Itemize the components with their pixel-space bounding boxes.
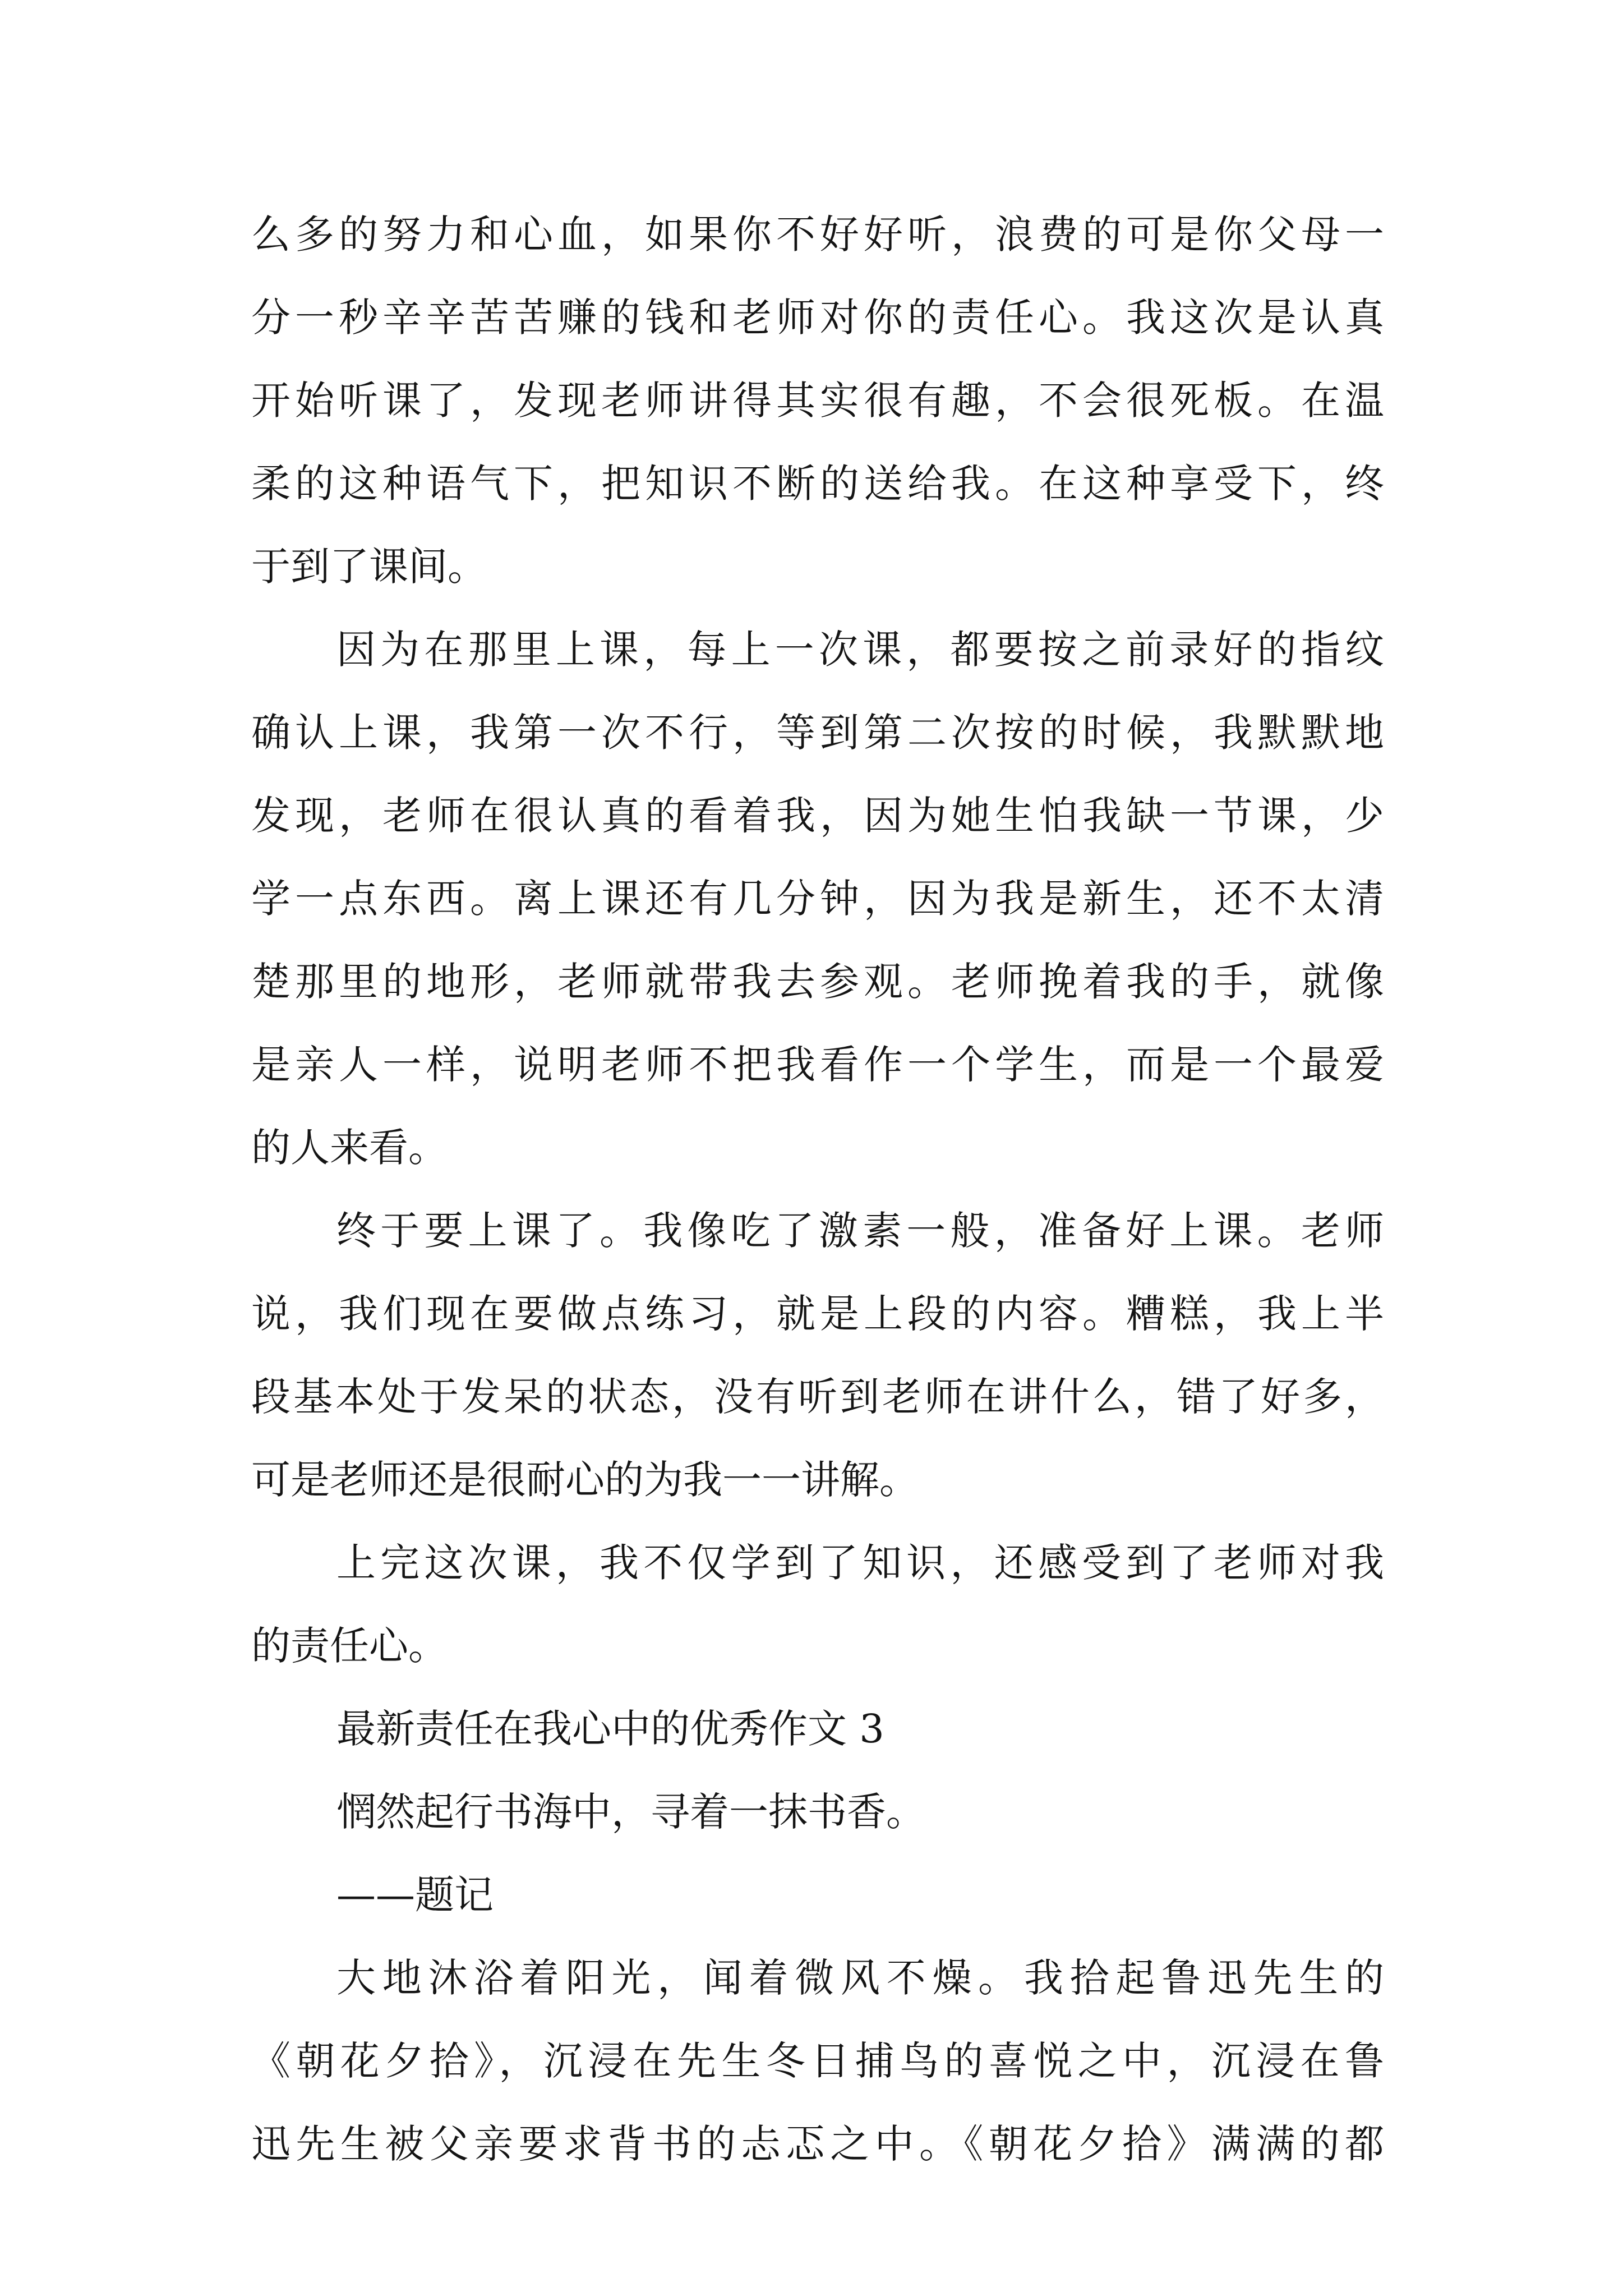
text-line: 段基本处于发呆的状态，没有听到老师在讲什么，错了好多， bbox=[251, 1374, 1384, 1420]
text-line: 发现，老师在很认真的看着我，因为她生怕我缺一节课，少 bbox=[251, 793, 1384, 839]
text-line: 《朝花夕拾》，沉浸在先生冬日捕鸟的喜悦之中，沉浸在鲁 bbox=[251, 2038, 1384, 2084]
text-line: 可是老师还是很耐心的为我一一讲解。 bbox=[251, 1457, 919, 1503]
paragraph-start-line: 终于要上课了。我像吃了激素一般，准备好上课。老师 bbox=[336, 1208, 1384, 1254]
text-line: 分一秒辛辛苦苦赚的钱和老师对你的责任心。我这次是认真 bbox=[251, 295, 1384, 341]
text-line: 的责任心。 bbox=[251, 1623, 448, 1669]
text-line: 么多的努力和心血，如果你不好好听，浪费的可是你父母一 bbox=[251, 211, 1384, 257]
essay-title: 最新责任在我心中的优秀作文 3 bbox=[336, 1706, 884, 1752]
text-line: 的人来看。 bbox=[251, 1125, 448, 1171]
text-line: 是亲人一样，说明老师不把我看作一个学生，而是一个最爱 bbox=[251, 1042, 1384, 1088]
paragraph-start-line: 上完这次课，我不仅学到了知识，还感受到了老师对我 bbox=[336, 1540, 1384, 1586]
text-line: 柔的这种语气下，把知识不断的送给我。在这种享受下，终 bbox=[251, 461, 1384, 507]
text-line: 于到了课间。 bbox=[251, 544, 487, 590]
text-line: 迅先生被父亲要求背书的忐忑之中。《朝花夕拾》满满的都 bbox=[251, 2121, 1384, 2167]
text-line: 开始听课了，发现老师讲得其实很有趣，不会很死板。在温 bbox=[251, 378, 1384, 424]
epigraph-line: 惘然起行书海中，寻着一抹书香。 bbox=[336, 1789, 925, 1835]
text-line: 说，我们现在要做点练习，就是上段的内容。糟糕，我上半 bbox=[251, 1291, 1384, 1337]
paragraph-start-line: 因为在那里上课，每上一次课，都要按之前录好的指纹 bbox=[336, 627, 1384, 673]
paragraph-start-line: 大地沐浴着阳光，闻着微风不燥。我拾起鲁迅先生的 bbox=[336, 1955, 1384, 2001]
epigraph-attribution: ——题记 bbox=[336, 1872, 494, 1918]
text-line: 楚那里的地形，老师就带我去参观。老师挽着我的手，就像 bbox=[251, 959, 1384, 1005]
text-line: 学一点东西。离上课还有几分钟，因为我是新生，还不太清 bbox=[251, 876, 1384, 922]
text-line: 确认上课，我第一次不行，等到第二次按的时候，我默默地 bbox=[251, 710, 1384, 756]
